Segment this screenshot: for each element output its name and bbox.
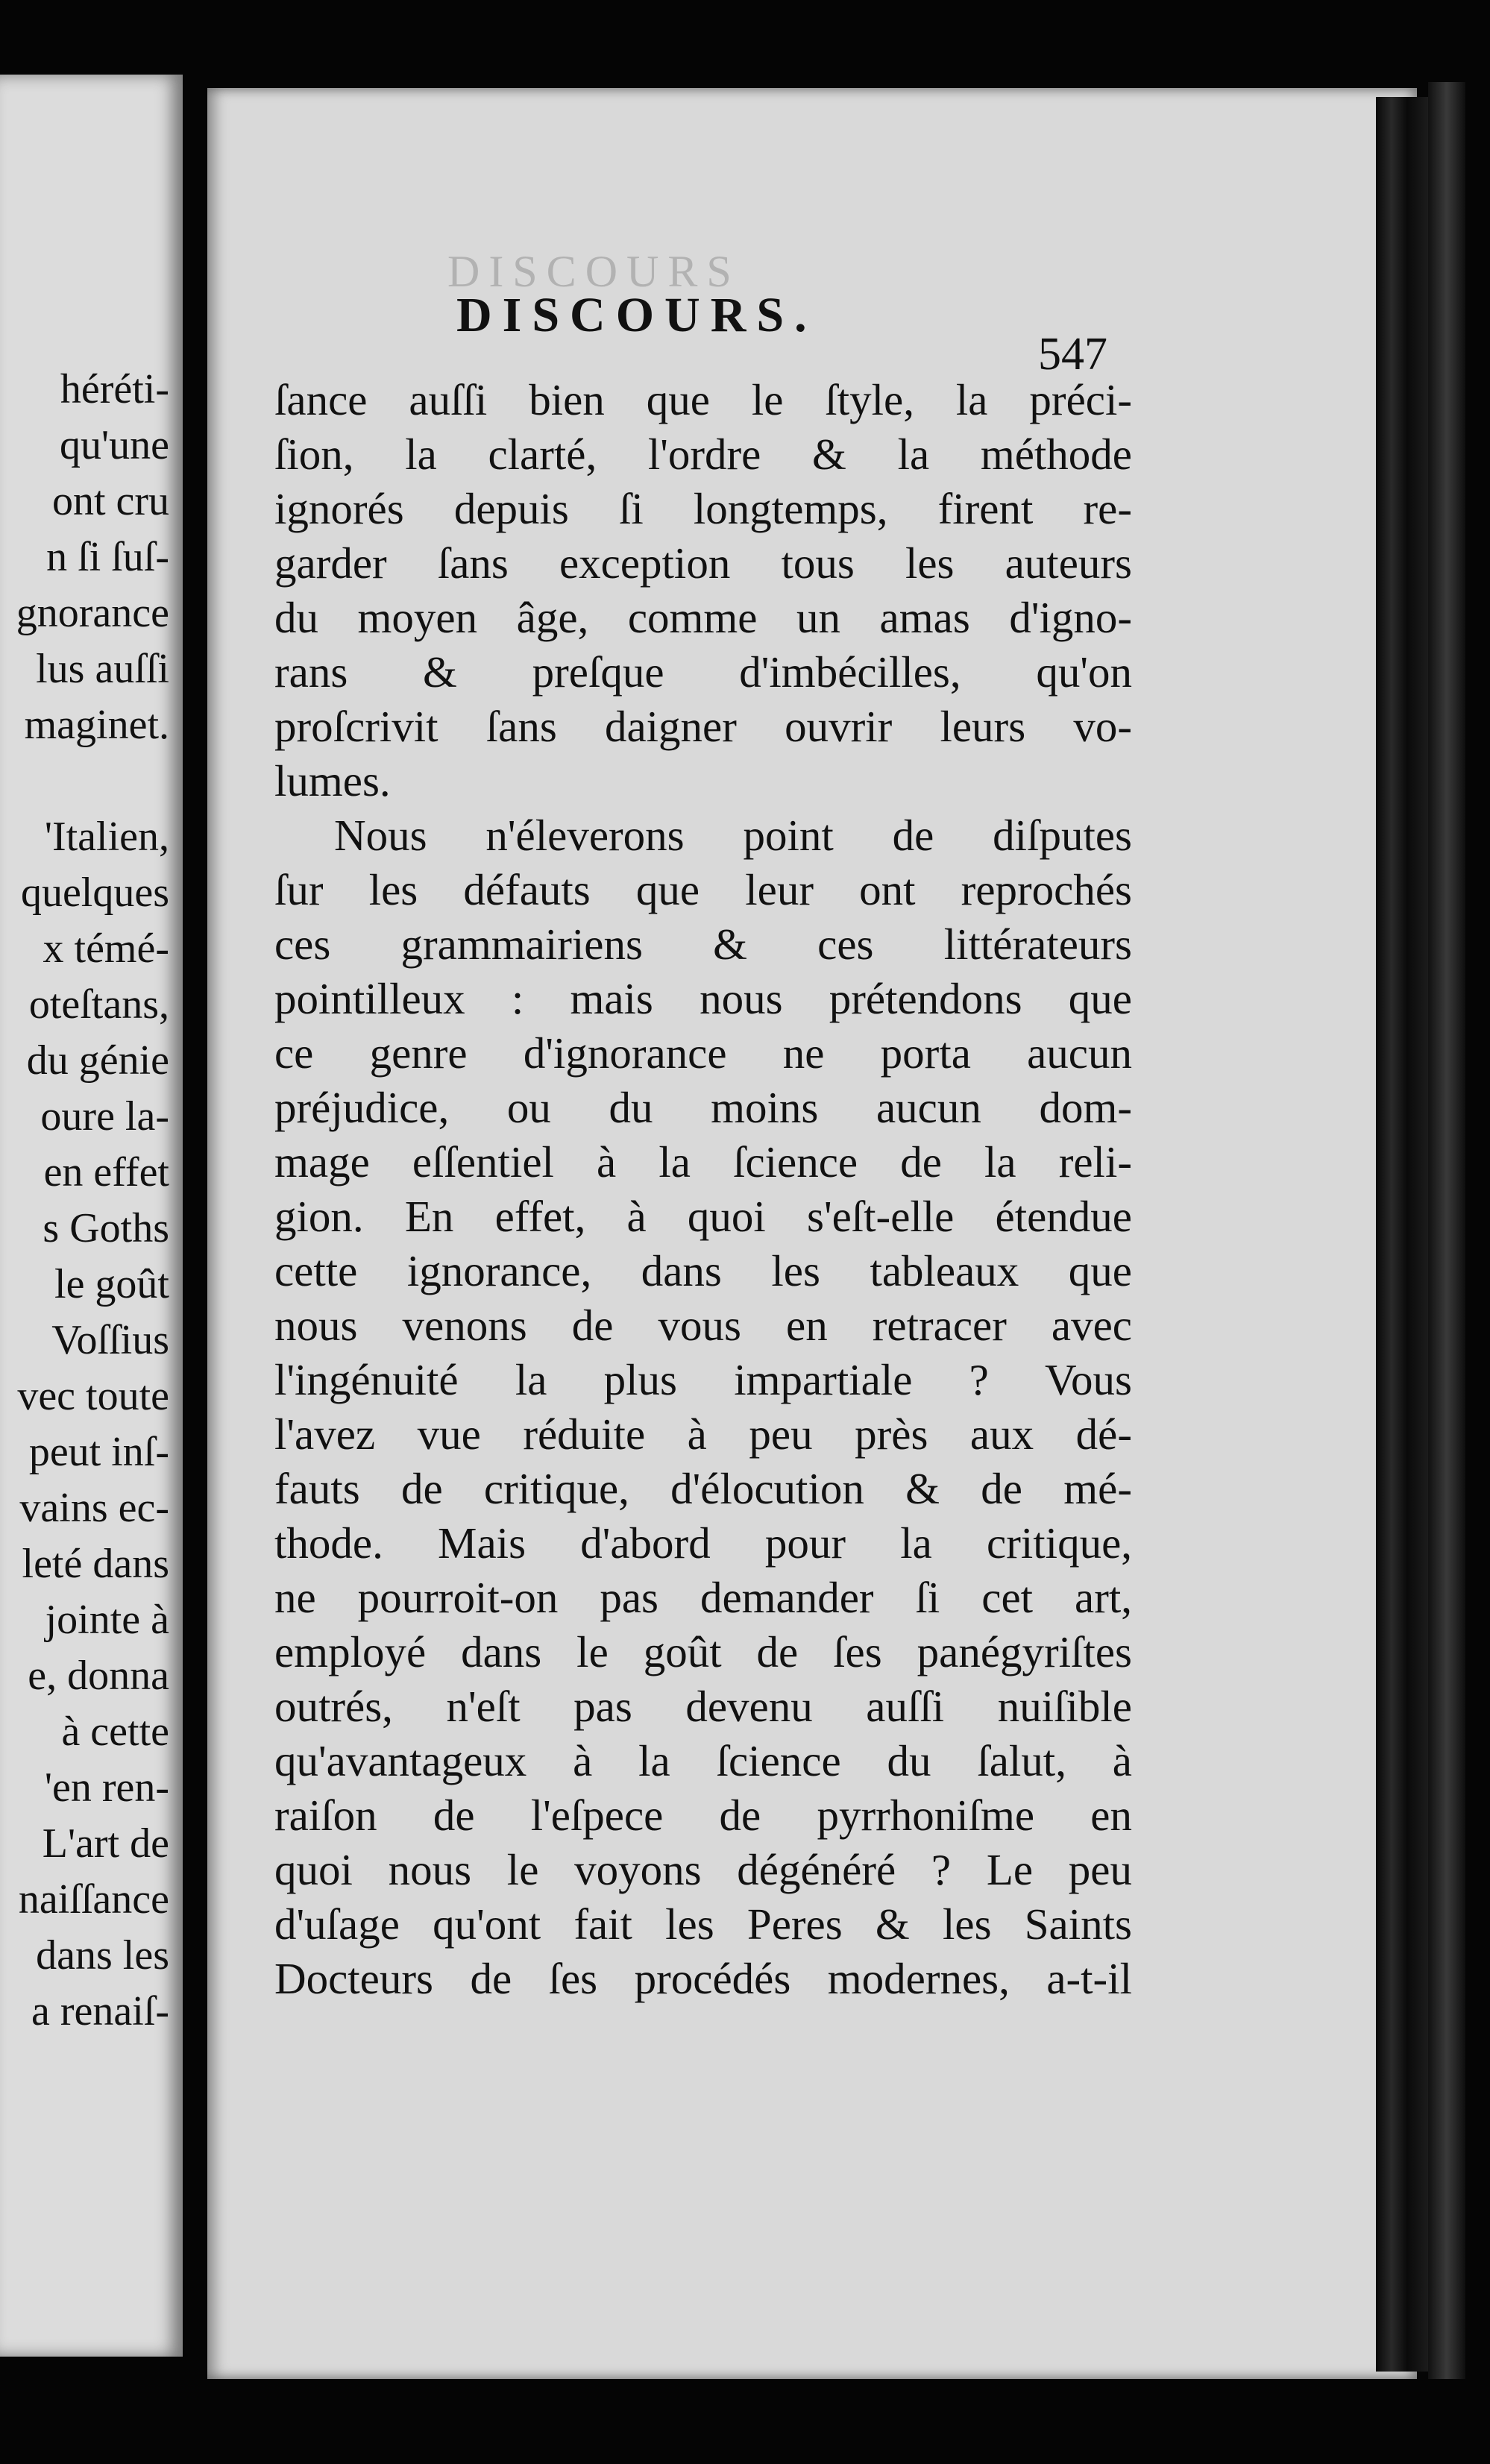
left-page-line: a renaiſ- — [31, 1988, 169, 2034]
text-line: cette ignorance, dans les tableaux que — [274, 1246, 1132, 1295]
left-page-line: à cette — [61, 1709, 169, 1755]
left-page-line: x témé- — [43, 925, 169, 972]
page-number: 547 — [1038, 329, 1107, 380]
left-page-line: vains ec- — [19, 1485, 169, 1531]
text-line: lumes. — [274, 756, 391, 805]
left-page-line: L'art de — [42, 1820, 169, 1867]
left-page-line: oure la- — [40, 1093, 169, 1140]
text-line: rans & preſque d'imbécilles, qu'on — [274, 647, 1132, 697]
left-page-line: 'Italien, — [44, 814, 169, 860]
text-line: raiſon de l'eſpece de pyrrhoniſme en — [274, 1791, 1132, 1840]
left-page-line: héréti- — [60, 366, 169, 412]
text-line: Docteurs de ſes procédés modernes, a-t-il — [274, 1954, 1132, 2003]
text-line: mage eſſentiel à la ſcience de la reli- — [274, 1137, 1132, 1187]
text-line: ſion, la clarté, l'ordre & la méthode — [274, 430, 1132, 479]
left-page-text — [16, 362, 169, 2040]
left-page-line: leté dans — [22, 1541, 169, 1587]
text-line: préjudice, ou du moins aucun dom- — [274, 1083, 1132, 1132]
left-page-line: peut inſ- — [28, 1429, 169, 1475]
left-page-line: qu'une — [60, 422, 169, 468]
text-line: ce genre d'ignorance ne porta aucun — [274, 1028, 1132, 1078]
left-page-line: Voſſius — [51, 1317, 169, 1363]
text-line: thode. Mais d'abord pour la critique, — [274, 1518, 1132, 1568]
text-line: proſcrivit ſans daigner ouvrir leurs vo- — [274, 702, 1132, 751]
text-line: gion. En effet, à quoi s'eſt-elle étendue — [274, 1192, 1132, 1241]
text-line: ſur les défauts que leur ont reprochés — [274, 865, 1132, 914]
text-line: ſance auſſi bien que le ſtyle, la préci- — [274, 375, 1132, 424]
text-line: ne pourroit-on pas demander ſi cet art, — [274, 1573, 1132, 1622]
left-page-line: quelques — [20, 870, 169, 916]
text-line: quoi nous le voyons dégénéré ? Le peu — [274, 1845, 1132, 1894]
left-page-line: ont cru — [51, 478, 169, 524]
left-page-line: dans les — [36, 1932, 169, 1979]
left-page-line: oteſtans, — [28, 981, 169, 1028]
left-page-line — [16, 753, 169, 809]
left-page-line: vec toute — [17, 1373, 169, 1419]
left-page — [0, 75, 183, 2357]
page-edge — [1376, 97, 1428, 2372]
left-page-line: e, donna — [28, 1653, 169, 1699]
left-page-line: maginet. — [24, 702, 169, 748]
text-line: pointilleux : mais nous prétendons que — [274, 974, 1132, 1023]
text-line: du moyen âge, comme un amas d'igno- — [274, 593, 1132, 642]
left-page-line: en effet — [43, 1149, 169, 1195]
text-line: ignorés depuis ſi longtemps, firent re- — [274, 484, 1132, 533]
left-page-line: n ſi ſuſ- — [46, 534, 169, 580]
book-edge — [1428, 82, 1465, 2379]
text-line: Nous n'éleverons point de diſputes — [334, 811, 1132, 860]
text-line: ces grammairiens & ces littérateurs — [274, 920, 1132, 969]
left-page-line: le goût — [54, 1261, 169, 1307]
left-page-line: naiſſance — [18, 1876, 169, 1923]
text-line: fauts de critique, d'élocution & de mé- — [274, 1464, 1132, 1513]
text-line: outrés, n'eſt pas devenu auſſi nuiſible — [274, 1682, 1132, 1731]
left-page-line: du génie — [26, 1037, 169, 1084]
show-through-text: DISCOURS — [447, 247, 741, 296]
text-line: l'ingénuité la plus impartiale ? Vous — [274, 1355, 1132, 1404]
text-line: nous venons de vous en retracer avec — [274, 1301, 1132, 1350]
text-line: l'avez vue réduite à peu près aux dé- — [274, 1409, 1132, 1459]
left-page-line: lus auſſi — [36, 646, 169, 692]
text-line: d'uſage qu'ont fait les Peres & les Saints — [274, 1899, 1132, 1949]
body-text — [274, 373, 1132, 2006]
left-page-line: 'en ren- — [44, 1764, 169, 1811]
running-head: DISCOURS. — [456, 288, 817, 342]
text-line: garder ſans exception tous les auteurs — [274, 538, 1132, 588]
left-page-line: gnorance — [16, 590, 169, 636]
text-line: qu'avantageux à la ſcience du ſalut, à — [274, 1736, 1132, 1785]
left-page-line: s Goths — [43, 1205, 169, 1251]
left-page-line: jointe à — [45, 1597, 169, 1643]
text-line: employé dans le goût de ſes panégyriſtes — [274, 1627, 1132, 1676]
